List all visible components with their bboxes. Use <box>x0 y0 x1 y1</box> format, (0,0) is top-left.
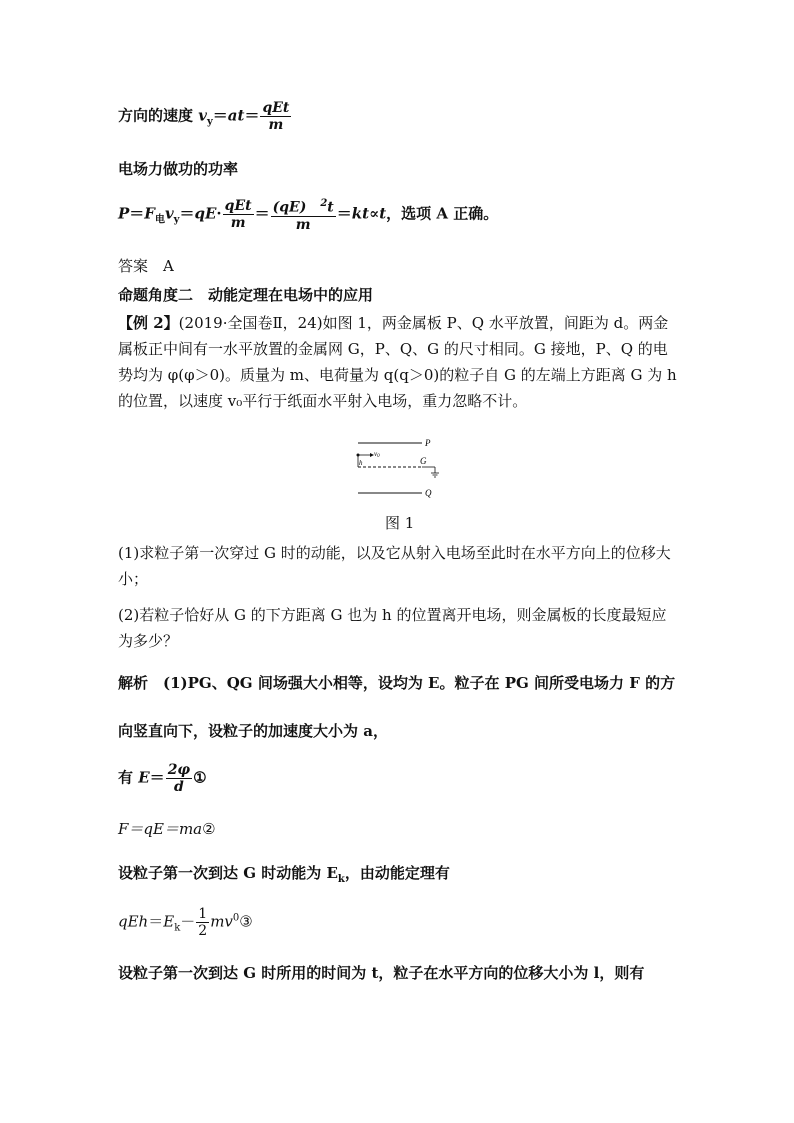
numerator-t: t <box>327 199 334 216</box>
label-v0: v0 <box>374 450 380 459</box>
example-2-problem <box>118 310 678 414</box>
solution-line-4: 设粒子第一次到达 G 时所用的时间为 t，粒子在水平方向的位移大小为 l，则有 <box>118 964 645 982</box>
qe-term: qE <box>194 204 217 223</box>
numerator-qe: (qE) <box>272 199 321 216</box>
v-symbol: v <box>164 204 174 223</box>
solution-text: 设粒子第一次到达 G 时动能为 E <box>118 864 338 882</box>
at-term: at <box>227 106 245 125</box>
label-h: h <box>359 459 363 467</box>
numerator: 1 <box>198 906 208 922</box>
denominator: m <box>230 214 246 231</box>
equals: ＝ <box>254 204 270 223</box>
topic-angle-heading: 命题角度二 动能定理在电场中的应用 <box>118 286 374 304</box>
equation-e <box>118 762 207 795</box>
equals: ＝ <box>179 204 195 223</box>
equals: ＝ <box>129 204 145 223</box>
power-equation <box>118 196 498 233</box>
v0-mark: 0 <box>232 912 240 924</box>
equation-kinetic <box>118 906 253 939</box>
equals: ＝ <box>244 106 260 125</box>
numerator: qEt <box>262 100 290 116</box>
equals: ＝ <box>148 912 164 931</box>
fraction-qet-m <box>223 198 254 231</box>
ek-subscript: k <box>174 922 181 934</box>
figure-caption: 图 1 <box>385 514 415 532</box>
solution-tail: ，由动能定理有 <box>344 864 450 882</box>
fraction-qe2t-m <box>271 196 336 233</box>
numerator <box>271 196 336 217</box>
equation-marker: ① <box>193 768 207 787</box>
numerator: qEt <box>224 197 252 214</box>
denominator: m <box>295 216 311 233</box>
solution-line-2: 向竖直向下，设粒子的加速度大小为 a， <box>118 722 388 740</box>
t-symbol: t <box>379 204 387 223</box>
p-symbol: P <box>118 204 130 223</box>
ek-subscript: k <box>337 874 345 885</box>
dot: · <box>216 204 222 223</box>
option-conclusion: ，选项 A 正确。 <box>386 204 499 223</box>
label-g: G <box>420 456 427 466</box>
fraction-2phi-d <box>166 762 192 795</box>
example-text: (2019·全国卷Ⅱ，24)如图 1，两金属板 P、Q 水平放置，间距为 d。两金属板正中间有一水平放置的金属网 G，P、Q、G 的尺寸相同。G 接地，P、Q 的电势均为 φ(φ＞0)。质量为 m、电荷量为 q(q＞0)的粒子自 G 的左端上方距离 G 为 h 的位置，以速度 v₀平行于纸面水平射入电场，重力忽略不计。 <box>118 314 677 410</box>
equation-f <box>118 818 216 839</box>
exponent: 2 <box>320 198 328 209</box>
denominator: 2 <box>198 923 208 939</box>
qeh-term: qEh <box>118 912 149 931</box>
label-q: Q <box>425 488 432 498</box>
vy-symbol: v <box>198 106 207 125</box>
figure-1-diagram <box>350 435 450 503</box>
ek-symbol: E <box>163 912 175 931</box>
label-p: P <box>425 438 431 448</box>
power-heading: 电场力做功的功率 <box>118 160 239 178</box>
numerator: 2φ <box>167 762 191 778</box>
denominator: d <box>174 779 184 795</box>
solution-line-3 <box>118 862 450 885</box>
equation-marker: ③ <box>239 912 253 931</box>
mv-term: mv <box>210 912 233 931</box>
equals: ＝ <box>149 768 165 787</box>
velocity-prefix: 方向的速度 <box>118 106 199 125</box>
proportional-symbol: ∝ <box>369 204 380 223</box>
denominator: m <box>268 117 284 133</box>
f-symbol: F <box>144 204 155 223</box>
f-equation-text: F＝qE＝ma <box>118 820 203 838</box>
question-1: (1)求粒子第一次穿过 G 时的动能，以及它从射入电场至此时在水平方向上的位移大小； <box>118 544 671 588</box>
minus: － <box>180 912 196 931</box>
question-2: (2)若粒子恰好从 G 的下方距离 G 也为 h 的位置离开电场，则金属板的长度最短应为多少？ <box>118 606 667 650</box>
solution-line-1: 解析 (1)PG、QG 间场强大小相等，设均为 E。粒子在 PG 间所受电场力 F 的方 <box>118 674 676 692</box>
fraction-qet-m <box>260 100 291 133</box>
example-tag: 【例 2】 <box>118 314 179 332</box>
velocity-line <box>118 100 292 133</box>
answer-line: 答案 A <box>118 257 174 275</box>
kt-term: kt <box>351 204 370 223</box>
equals: ＝ <box>336 204 352 223</box>
v-subscript: y <box>173 214 180 226</box>
f-subscript: 电 <box>154 214 165 226</box>
e-symbol: E <box>138 768 150 787</box>
equation-marker: ② <box>202 820 216 838</box>
prefix-you: 有 <box>118 768 139 787</box>
vy-subscript: y <box>206 116 213 128</box>
equals: ＝ <box>212 106 228 125</box>
fraction-one-half <box>196 906 209 939</box>
